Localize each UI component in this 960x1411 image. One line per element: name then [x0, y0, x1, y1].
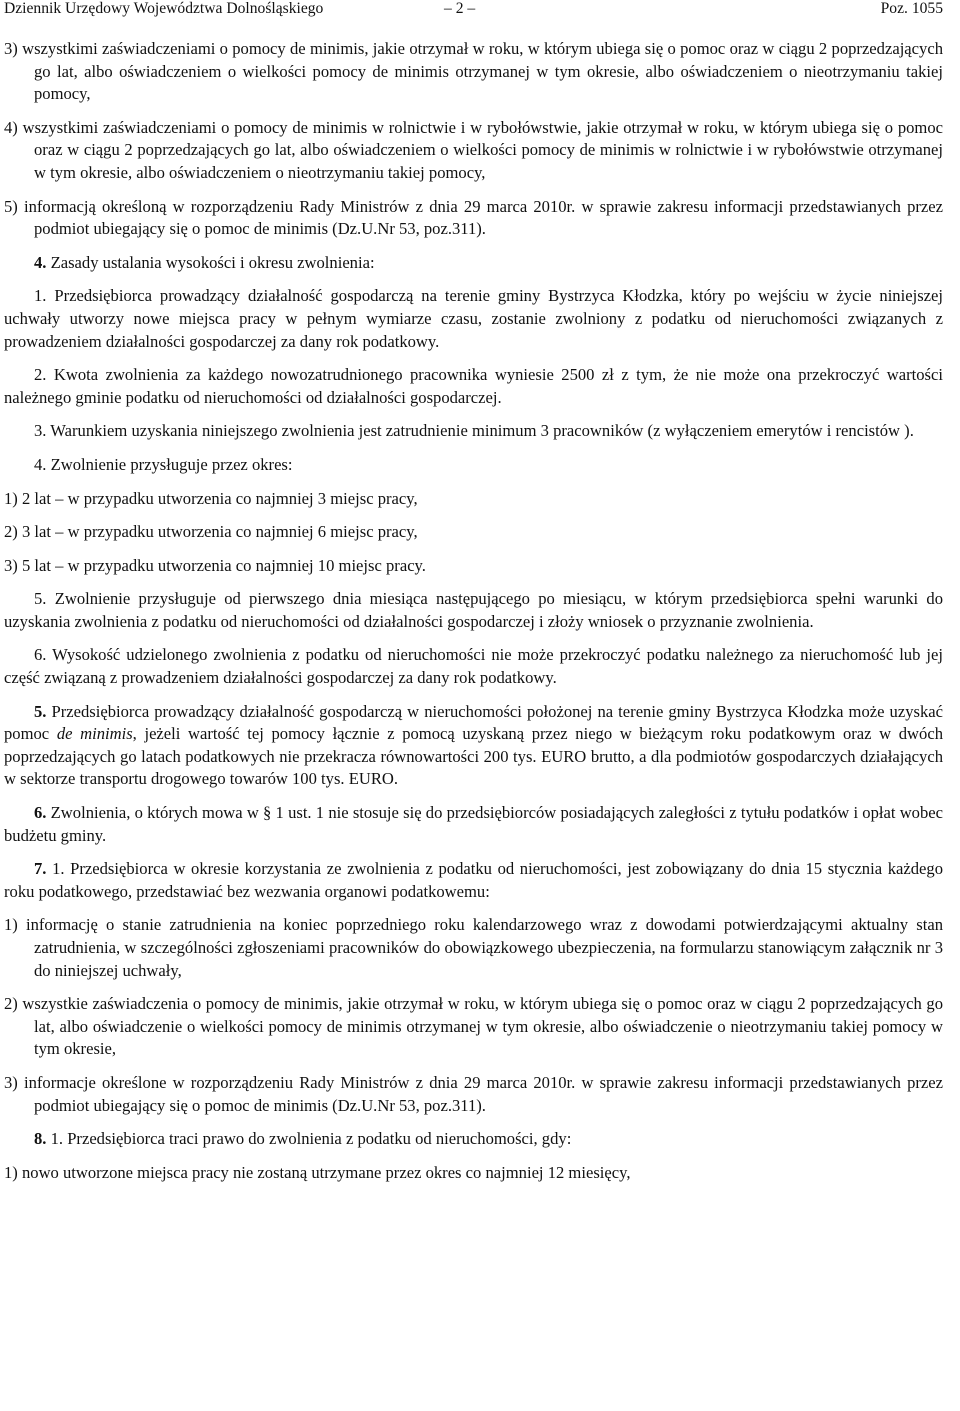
paragraph-text: , jeżeli wartość tej pomocy łącznie z pomocą uzyskaną przez niego w bieżącym roku podatkowym oraz w dwóch poprzedzających go latach podatkowych nie przekracza równowartości 200 tys. EURO brutto, a dla podmiotów gospodarczych działających w sektorze transportu drogowego towarów 100 tys. EURO.: [4, 724, 943, 789]
page-header: [4, 0, 943, 20]
list-item-text: 1) 2 lat – w przypadku utworzenia co najmniej 3 miejsc pracy,: [4, 488, 418, 508]
section-number: 8.: [34, 1129, 47, 1149]
list-item: [4, 993, 943, 1061]
list-item: [4, 488, 943, 511]
paragraph-text: Zwolnienia, o których mowa w § 1 ust. 1 nie stosuje się do przedsiębiorców posiadających zaległości z tytułu podatków i opłat wobec budżetu gminy.: [4, 803, 943, 845]
list-item-text: 3) informacje określone w rozporządzeniu Rady Ministrów z dnia 29 marca 2010r. w sprawie zakresu informacji przedstawianych przez podmiot ubiegający się o pomoc de minimis (Dz.U.Nr 53, poz.311).: [4, 1072, 943, 1115]
list-item: [4, 1162, 943, 1185]
section-number: 5.: [34, 701, 47, 721]
paragraph-text: 6. Wysokość udzielonego zwolnienia z podatku od nieruchomości nie może przekroczyć podatku należnego za nieruchomość lub jej część związaną z prowadzeniem działalności gospodarczej za dany rok podatkowy.: [4, 645, 943, 688]
list-item: [4, 1072, 943, 1117]
list-item-text: 2) 3 lat – w przypadku utworzenia co najmniej 6 miejsc pracy,: [4, 522, 418, 542]
paragraph-text: 4. Zwolnienie przysługuje przez okres:: [34, 454, 293, 474]
paragraph: [4, 588, 943, 633]
list-item: [4, 914, 943, 982]
section-number: 4.: [34, 252, 47, 272]
list-item-text: 1) informację o stanie zatrudnienia na koniec poprzedniego roku kalendarzowego wraz z dowodami potwierdzającymi aktualny stan zatrudnienia, w szczególności zgłoszeniami pracowników do obowiązkowego ubezpieczenia, na formularzu stanowiącym załącznik nr 3 do niniejszej uchwały,: [4, 915, 943, 980]
list-item-text: 3) wszystkimi zaświadczeniami o pomocy de minimis, jakie otrzymał w roku, w którym ubiega się o pomoc oraz w ciągu 2 poprzedzających go lat, albo oświadczeniem o wielkości pomocy de minimis otrzymanej w tym okresie, albo oświadczeniem o nieotrzymaniu takiej pomocy,: [4, 39, 943, 104]
list-item-text: 5) informacją określoną w rozporządzeniu Rady Ministrów z dnia 29 marca 2010r. w sprawie zakresu informacji przedstawianych przez podmiot ubiegający się o pomoc de minimis (Dz.U.Nr 53, poz.311).: [4, 196, 943, 239]
paragraph-text: 3. Warunkiem uzyskania niniejszego zwolnienia jest zatrudnienie minimum 3 pracowników (z wyłączeniem emerytów i rencistów ).: [34, 421, 914, 441]
list-item-text: 3) 5 lat – w przypadku utworzenia co najmniej 10 miejsc pracy.: [4, 555, 426, 575]
paragraph-text: 1. Przedsiębiorca w okresie korzystania ze zwolnienia z podatku od nieruchomości, jest zobowiązany do dnia 15 stycznia każdego roku podatkowego, przedstawiać bez wezwania organowi podatkowemu:: [4, 859, 943, 901]
paragraph-text: Przedsiębiorca prowadzący działalność gospodarczą w nieruchomości położonej na terenie gminy Bystrzyca Kłodzka może uzyskać pomoc: [4, 701, 943, 744]
list-item-text: 1) nowo utworzone miejsca pracy nie zostaną utrzymane przez okres co najmniej 12 miesięcy,: [4, 1162, 631, 1182]
list-item-text: 4) wszystkimi zaświadczeniami o pomocy de minimis w rolnictwie i w rybołówstwie, jakie otrzymał w roku, w którym ubiega się o pomoc oraz w ciągu 2 poprzedzających go lat, albo oświadczeniem o wielkości pomocy de minimis w rolnictwie i w rybołówstwie otrzymanej w tym okresie, albo oświadczeniem o nieotrzymaniu takiej pomocy,: [4, 117, 943, 182]
position-number: Poz. 1055: [880, 0, 943, 17]
paragraph-text: 5. Zwolnienie przysługuje od pierwszego dnia miesiąca następującego po miesiącu, w którym przedsiębiorca spełni warunki do uzyskania zwolnienia z podatku od nieruchomości od działalności gospodarczej i złoży wniosek o przyznanie zwolnienia.: [4, 589, 943, 631]
paragraph: [4, 364, 943, 409]
list-item-text: 2) wszystkie zaświadczenia o pomocy de minimis, jakie otrzymał w roku, w którym ubiega się o pomoc oraz w ciągu 2 poprzedzających go lat, albo oświadczenie o wielkości pomocy de minimis otrzymanej w tym okresie, albo oświadczenie o nieotrzymaniu takiej pomocy w tym okresie,: [4, 994, 943, 1059]
paragraph: [4, 285, 943, 353]
paragraph: [4, 454, 943, 477]
paragraph-text: Zasady ustalania wysokości i okresu zwolnienia:: [46, 252, 375, 272]
section-paragraph: [4, 802, 943, 847]
paragraph: [4, 420, 943, 443]
section-paragraph: [4, 858, 943, 903]
paragraph: [4, 644, 943, 689]
section-paragraph: [4, 701, 943, 791]
section-number: 6.: [34, 803, 47, 823]
section-paragraph: [4, 1128, 943, 1151]
section-paragraph: [4, 252, 943, 275]
journal-title: Dziennik Urzędowy Województwa Dolnośląskiego: [4, 0, 324, 17]
paragraph-text: 1. Przedsiębiorca traci prawo do zwolnienia z podatku od nieruchomości, gdy:: [46, 1129, 572, 1149]
list-item: [4, 521, 943, 544]
paragraph-text: 2. Kwota zwolnienia za każdego nowozatrudnionego pracownika wyniesie 2500 zł z tym, że nie może ona przekroczyć wartości należnego gminie podatku od nieruchomości od działalności gospodarczej.: [4, 365, 943, 407]
document-body: [4, 38, 943, 1184]
section-number: 7.: [34, 859, 47, 879]
list-item: [4, 555, 943, 578]
list-item: [4, 117, 943, 185]
page-number: – 2 –: [444, 0, 476, 17]
list-item: [4, 38, 943, 106]
italic-term: de minimis: [56, 724, 133, 744]
paragraph-text: 1. Przedsiębiorca prowadzący działalność gospodarczą na terenie gminy Bystrzyca Kłodzka, który po wejściu w życie niniejszej uchwały utworzy nowe miejsca pracy w pełnym wymiarze czasu, zostanie zwolniony z podatku od nieruchomości związanych z prowadzeniem działalności gospodarczej za dany rok podatkowy.: [4, 286, 943, 351]
list-item: [4, 196, 943, 241]
